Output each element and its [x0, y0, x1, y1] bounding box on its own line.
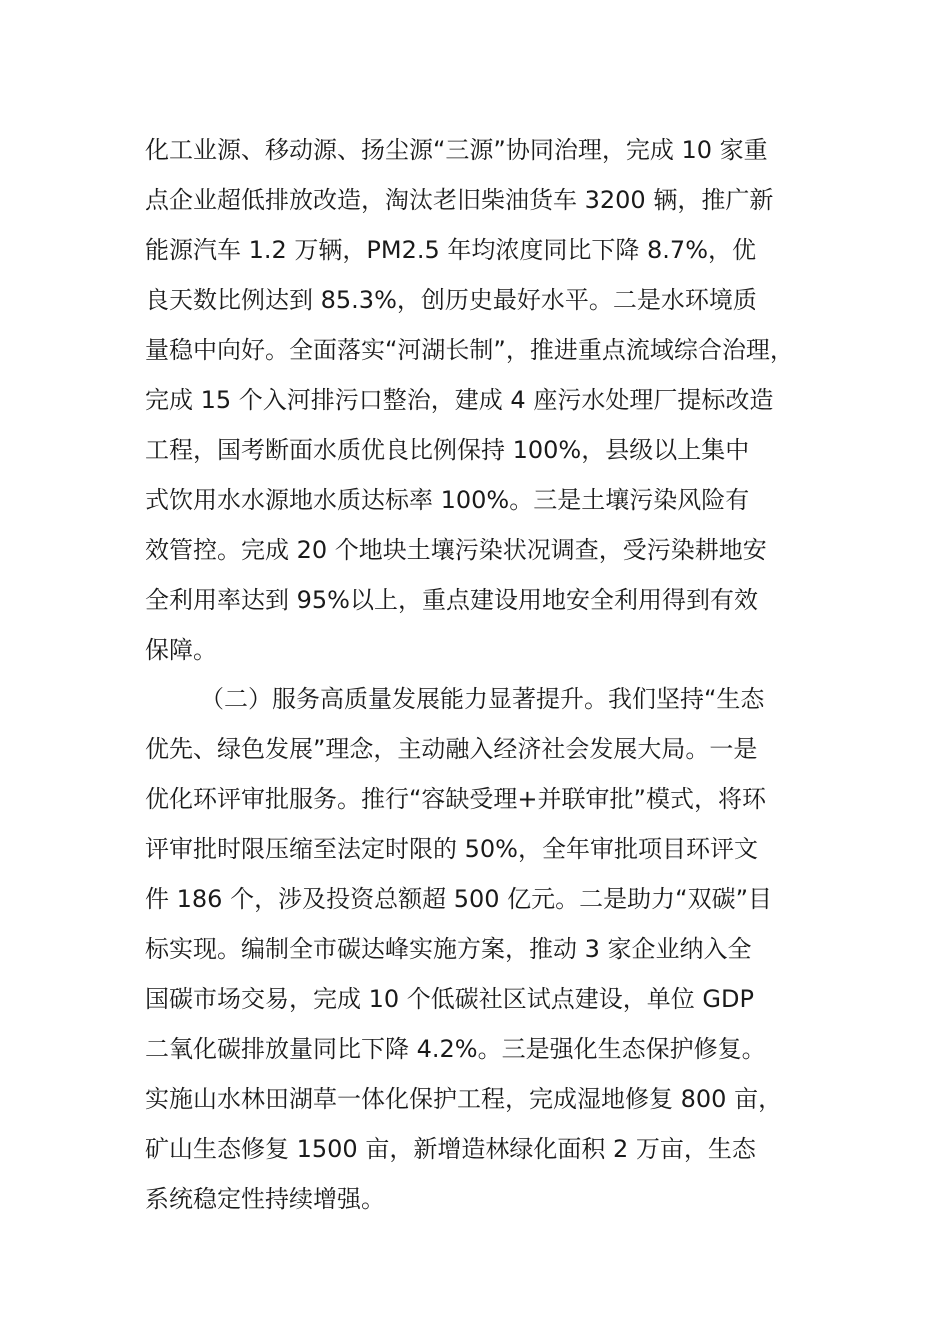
text-line: 点企业超低排放改造，淘汰老旧柴油货车 3200 辆，推广新 — [145, 186, 774, 214]
text-line: 全利用率达到 95%以上，重点建设用地安全利用得到有效 — [145, 586, 758, 614]
text-line: 能源汽车 1.2 万辆，PM2.5 年均浓度同比下降 8.7%，优 — [145, 236, 757, 264]
text-line: 实施山水林田湖草一体化保护工程，完成湿地修复 800 亩， — [145, 1085, 783, 1113]
text-line: 量稳中向好。全面落实“河湖长制”，推进重点流域综合治理， — [145, 336, 794, 364]
text-line: 效管控。完成 20 个地块土壤污染状况调查，受污染耕地安 — [145, 536, 767, 564]
text-line: 式饮用水水源地水质达标率 100%。三是土壤污染风险有 — [145, 486, 750, 514]
paragraph-high-quality-development — [145, 674, 845, 1224]
text-line: 优化环评审批服务。推行“容缺受理+并联审批”模式，将环 — [145, 785, 766, 813]
text-line: 评审批时限压缩至法定时限的 50%，全年审批项目环评文 — [145, 835, 758, 863]
text-line: 工程，国考断面水质优良比例保持 100%，县级以上集中 — [145, 436, 750, 464]
text-line: 标实现。编制全市碳达峰实施方案，推动 3 家企业纳入全 — [145, 935, 752, 963]
text-line: 国碳市场交易，完成 10 个低碳社区试点建设，单位 GDP — [145, 985, 754, 1013]
text-line: 优先、绿色发展”理念，主动融入经济社会发展大局。一是 — [145, 735, 758, 763]
text-line: 化工业源、移动源、扬尘源“三源”协同治理，完成 10 家重 — [145, 136, 768, 164]
text-line: 保障。 — [145, 636, 217, 664]
text-line: 矿山生态修复 1500 亩，新增造林绿化面积 2 万亩，生态 — [145, 1135, 756, 1163]
text-line: 系统稳定性持续增强。 — [145, 1185, 385, 1213]
text-line: 完成 15 个入河排污口整治，建成 4 座污水处理厂提标改造 — [145, 386, 774, 414]
section-heading-line: （二）服务高质量发展能力显著提升。我们坚持“生态 — [200, 685, 765, 713]
text-line: 良天数比例达到 85.3%，创历史最好水平。二是水环境质 — [145, 286, 757, 314]
paragraph-air-water-soil — [145, 125, 845, 675]
text-line: 二氧化碳排放量同比下降 4.2%。三是强化生态保护修复。 — [145, 1035, 766, 1063]
text-line: 件 186 个，涉及投资总额超 500 亿元。二是助力“双碳”目 — [145, 885, 772, 913]
